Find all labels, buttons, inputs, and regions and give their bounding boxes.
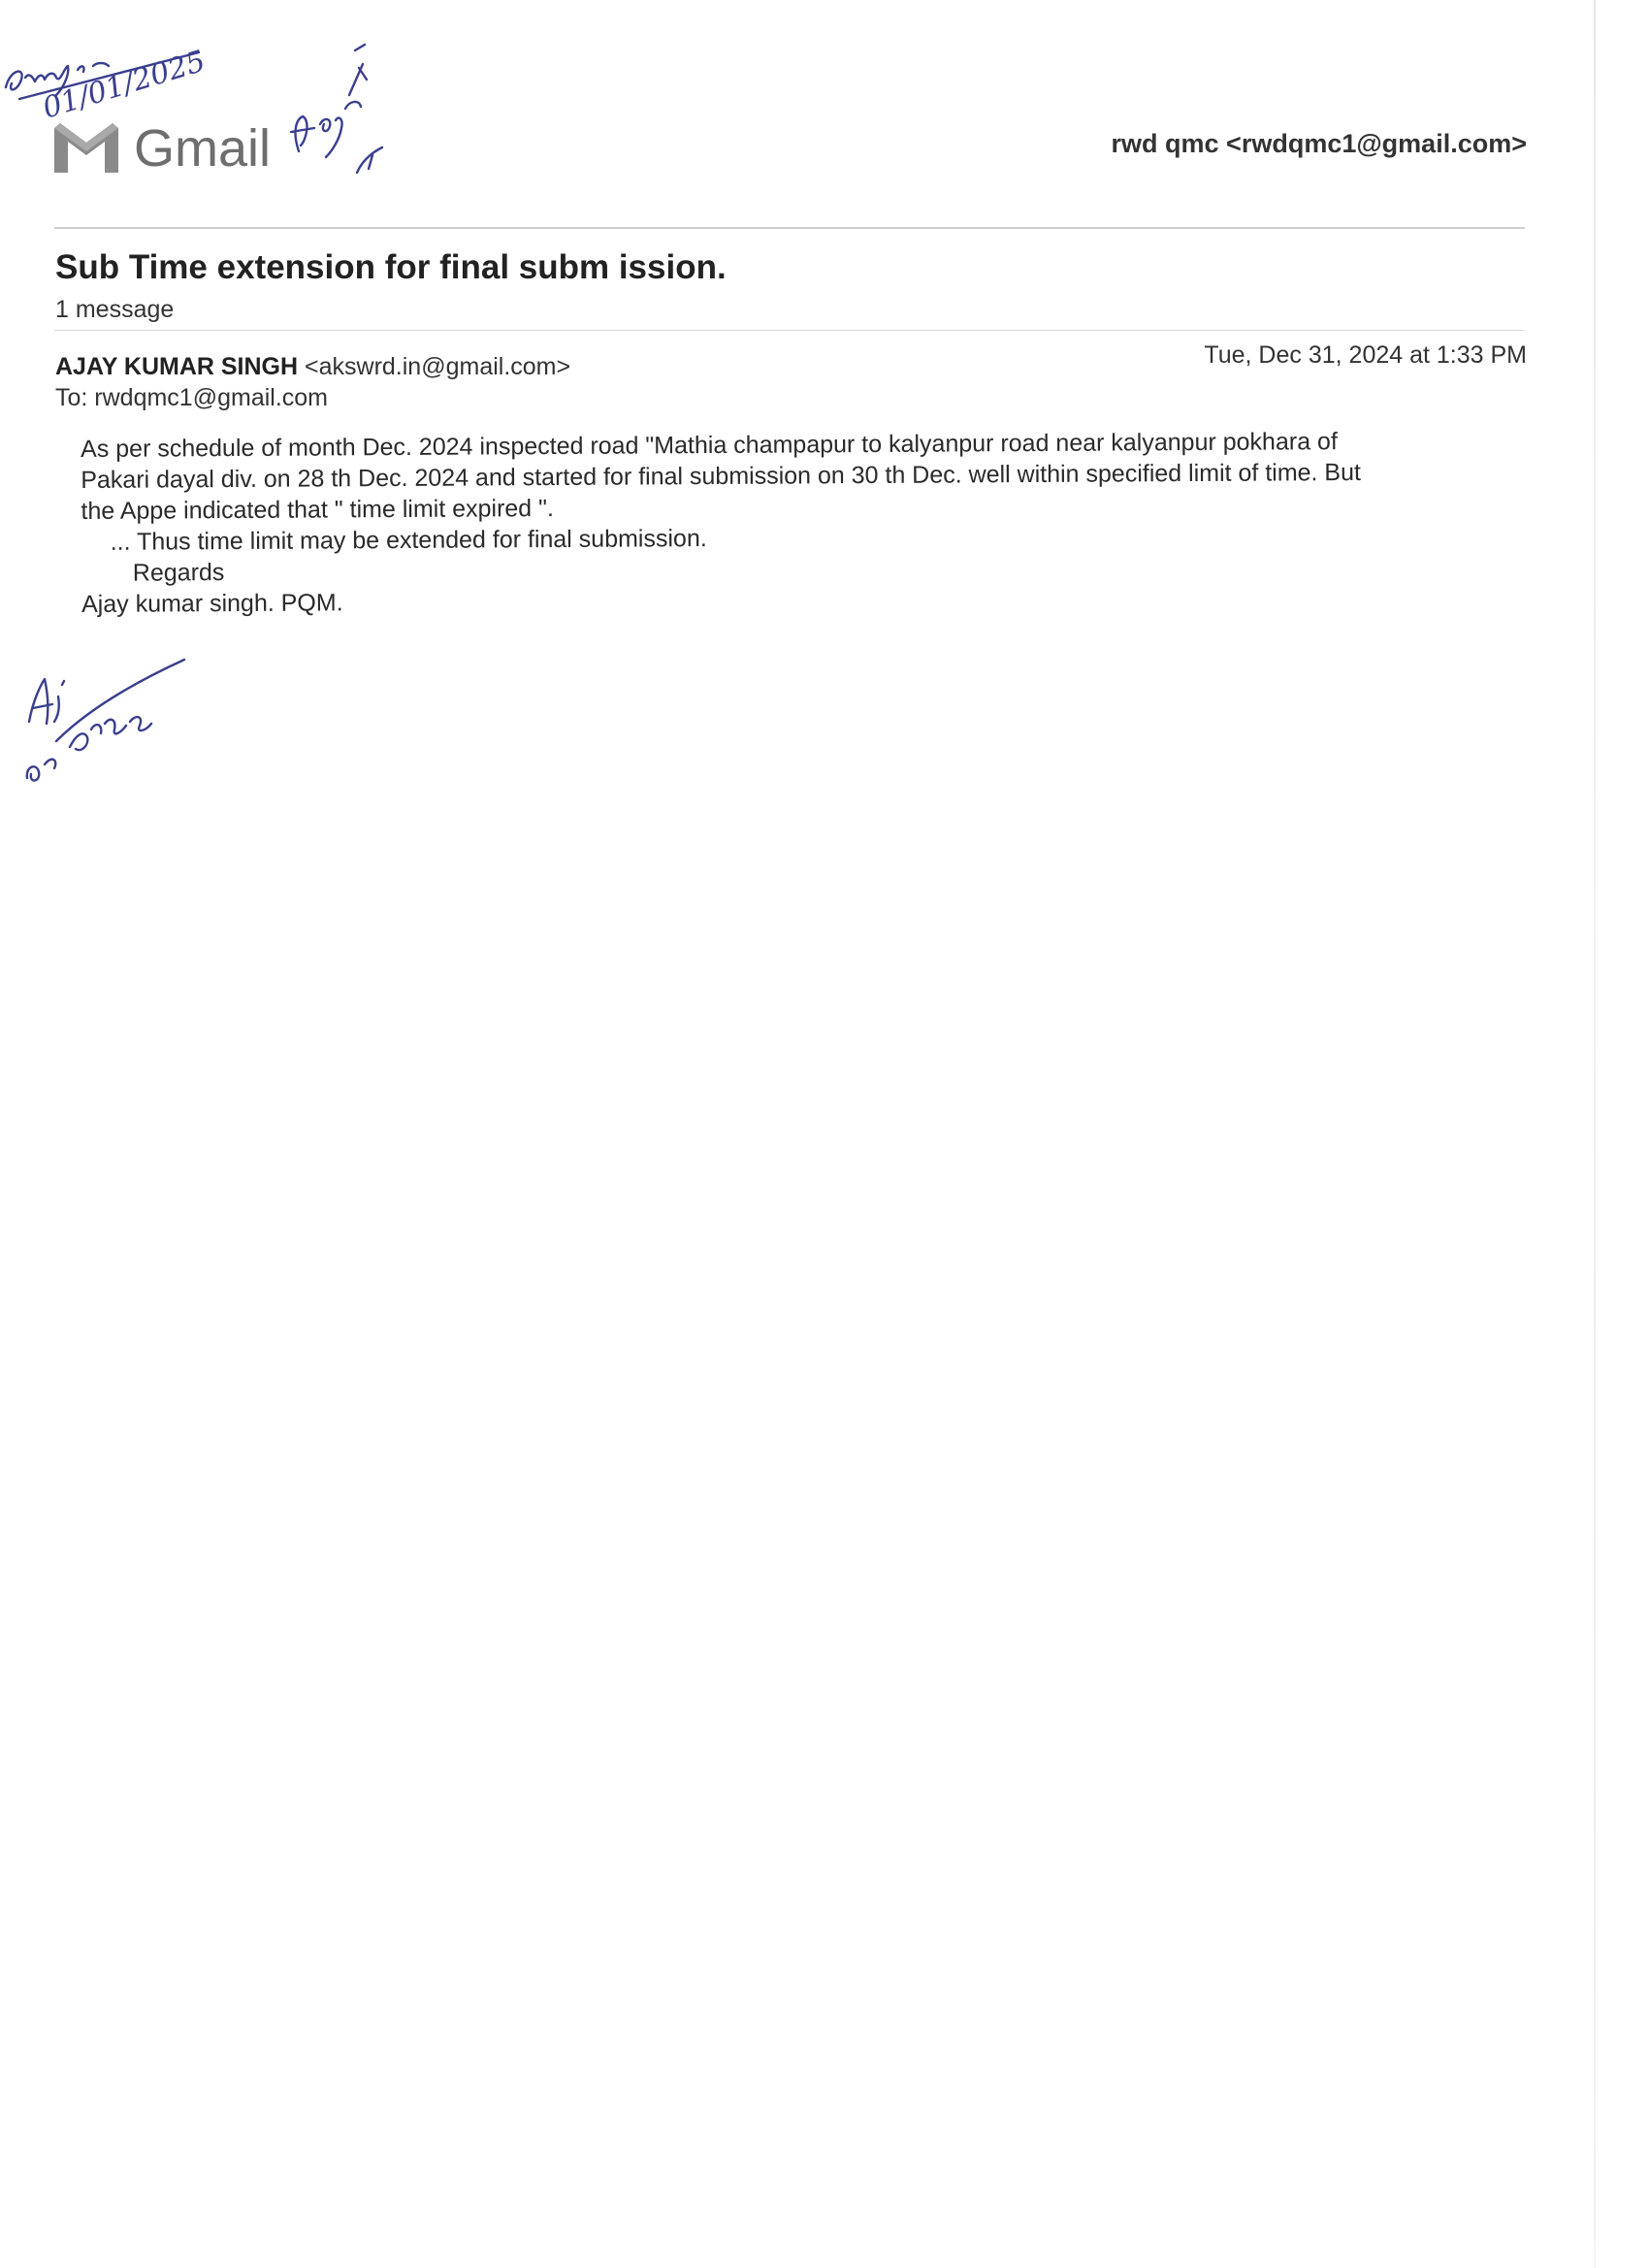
handwritten-date-annotation <box>0 19 252 126</box>
header-divider <box>54 227 1525 229</box>
gmail-m-icon <box>52 118 120 175</box>
message-body <box>81 425 1478 620</box>
sender-name: AJAY KUMAR SINGH <box>55 353 299 380</box>
body-line: ... Thus time limit may be extended for final submission. <box>110 525 707 556</box>
message-timestamp: Tue, Dec 31, 2024 at 1:33 PM <box>1204 341 1527 369</box>
account-address: rwd qmc <rwdqmc1@gmail.com> <box>1111 129 1527 158</box>
sender-email: <akswrd.in@gmail.com> <box>305 353 571 380</box>
body-line: Pakari dayal div. on 28 th Dec. 2024 and started for final submission on 30 th Dec. well within specified limit of time. But <box>81 458 1362 494</box>
subject-divider <box>54 330 1525 331</box>
handwritten-date-text: 01/01/2025 <box>39 44 210 126</box>
sender-line <box>55 353 570 381</box>
email-subject: Sub Time extension for final subm ission. <box>55 248 727 286</box>
gmail-logo <box>52 118 272 178</box>
body-signature: Ajay kumar singh. PQM. <box>81 589 343 618</box>
body-line: the Appe indicated that " time limit expired ". <box>81 495 555 525</box>
body-closing: Regards <box>132 559 225 587</box>
scan-edge-artifact <box>1594 0 1596 2268</box>
recipient-line: To: rwdqmc1@gmail.com <box>55 384 329 411</box>
handwritten-signature <box>19 652 204 797</box>
gmail-wordmark: Gmail <box>134 119 272 178</box>
handwritten-initials-top <box>281 27 407 182</box>
message-count: 1 message <box>55 296 175 323</box>
body-line: As per schedule of month Dec. 2024 inspected road "Mathia champapur to kalyanpur road near kalyanpur pokhara of <box>81 428 1338 463</box>
